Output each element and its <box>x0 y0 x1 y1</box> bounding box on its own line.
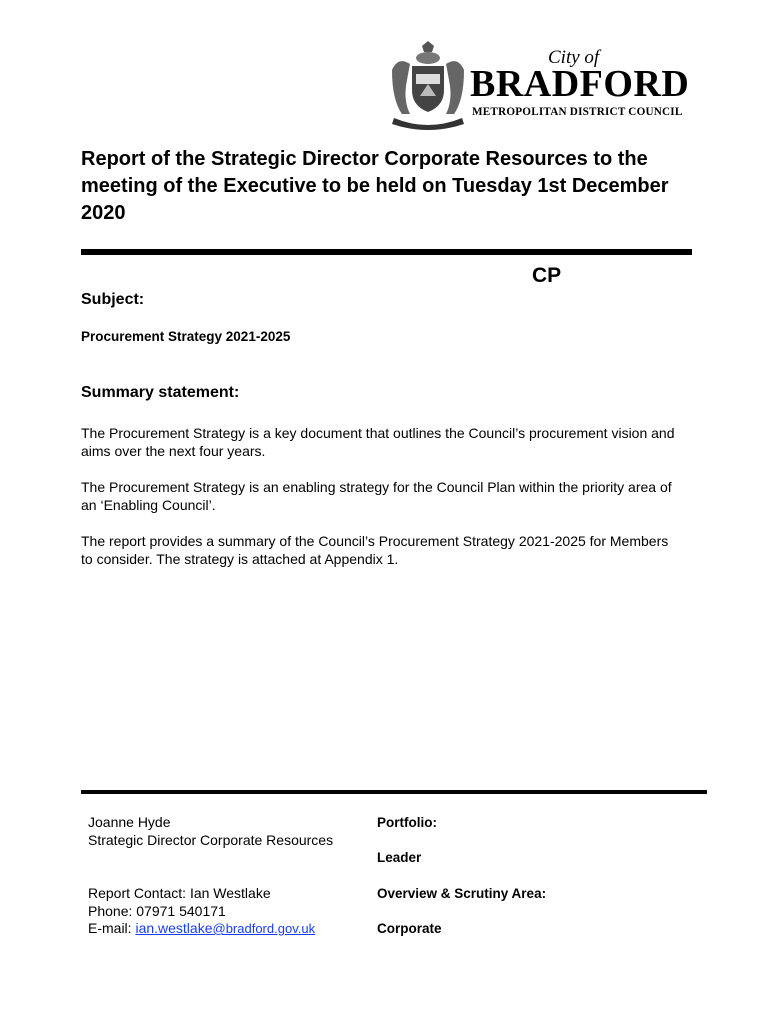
logo-bradford: BRADFORD <box>470 63 690 105</box>
contact-email-row <box>88 920 315 937</box>
director-title: Strategic Director Corporate Resources <box>88 832 334 848</box>
report-contact: Report Contact: Ian Westlake <box>88 885 271 901</box>
contact-phone: Phone: 07971 540171 <box>88 903 226 919</box>
footer-divider <box>81 790 707 794</box>
report-title: Report of the Strategic Director Corporate Resources to the meeting of the Executive to be held on Tuesday 1st December 2020 <box>81 148 669 224</box>
email-label: E-mail: <box>88 920 136 936</box>
summary-paragraph-2: The Procurement Strategy is an enabling strategy for the Council Plan within the priority area of an ‘Enabling Council’. <box>81 479 672 513</box>
summary-heading: Summary statement: <box>81 384 240 401</box>
summary-paragraph-1: The Procurement Strategy is a key document that outlines the Council’s procurement vision and aims over the next four years. <box>81 425 675 459</box>
title-divider <box>81 249 692 255</box>
bradford-coat-of-arms-icon <box>386 40 470 130</box>
logo-city-of: City of <box>548 47 600 68</box>
portfolio-value: Leader <box>377 850 422 865</box>
report-code: CP <box>532 264 562 287</box>
subject-value: Procurement Strategy 2021-2025 <box>81 329 291 344</box>
scrutiny-area-value: Corporate <box>377 921 442 936</box>
logo-council-subtitle: METROPOLITAN DISTRICT COUNCIL <box>472 106 683 118</box>
scrutiny-area-label: Overview & Scrutiny Area: <box>377 886 547 901</box>
email-user: ian.westlake <box>135 920 213 936</box>
director-name: Joanne Hyde <box>88 814 171 830</box>
email-domain: @bradford.gov.uk <box>212 921 316 936</box>
email-link[interactable] <box>135 920 315 936</box>
subject-label: Subject: <box>81 291 145 308</box>
portfolio-label: Portfolio: <box>377 815 437 830</box>
summary-paragraph-3: The report provides a summary of the Council’s Procurement Strategy 2021-2025 for Members to consider. The strategy is attached at Appendix 1. <box>81 533 669 567</box>
